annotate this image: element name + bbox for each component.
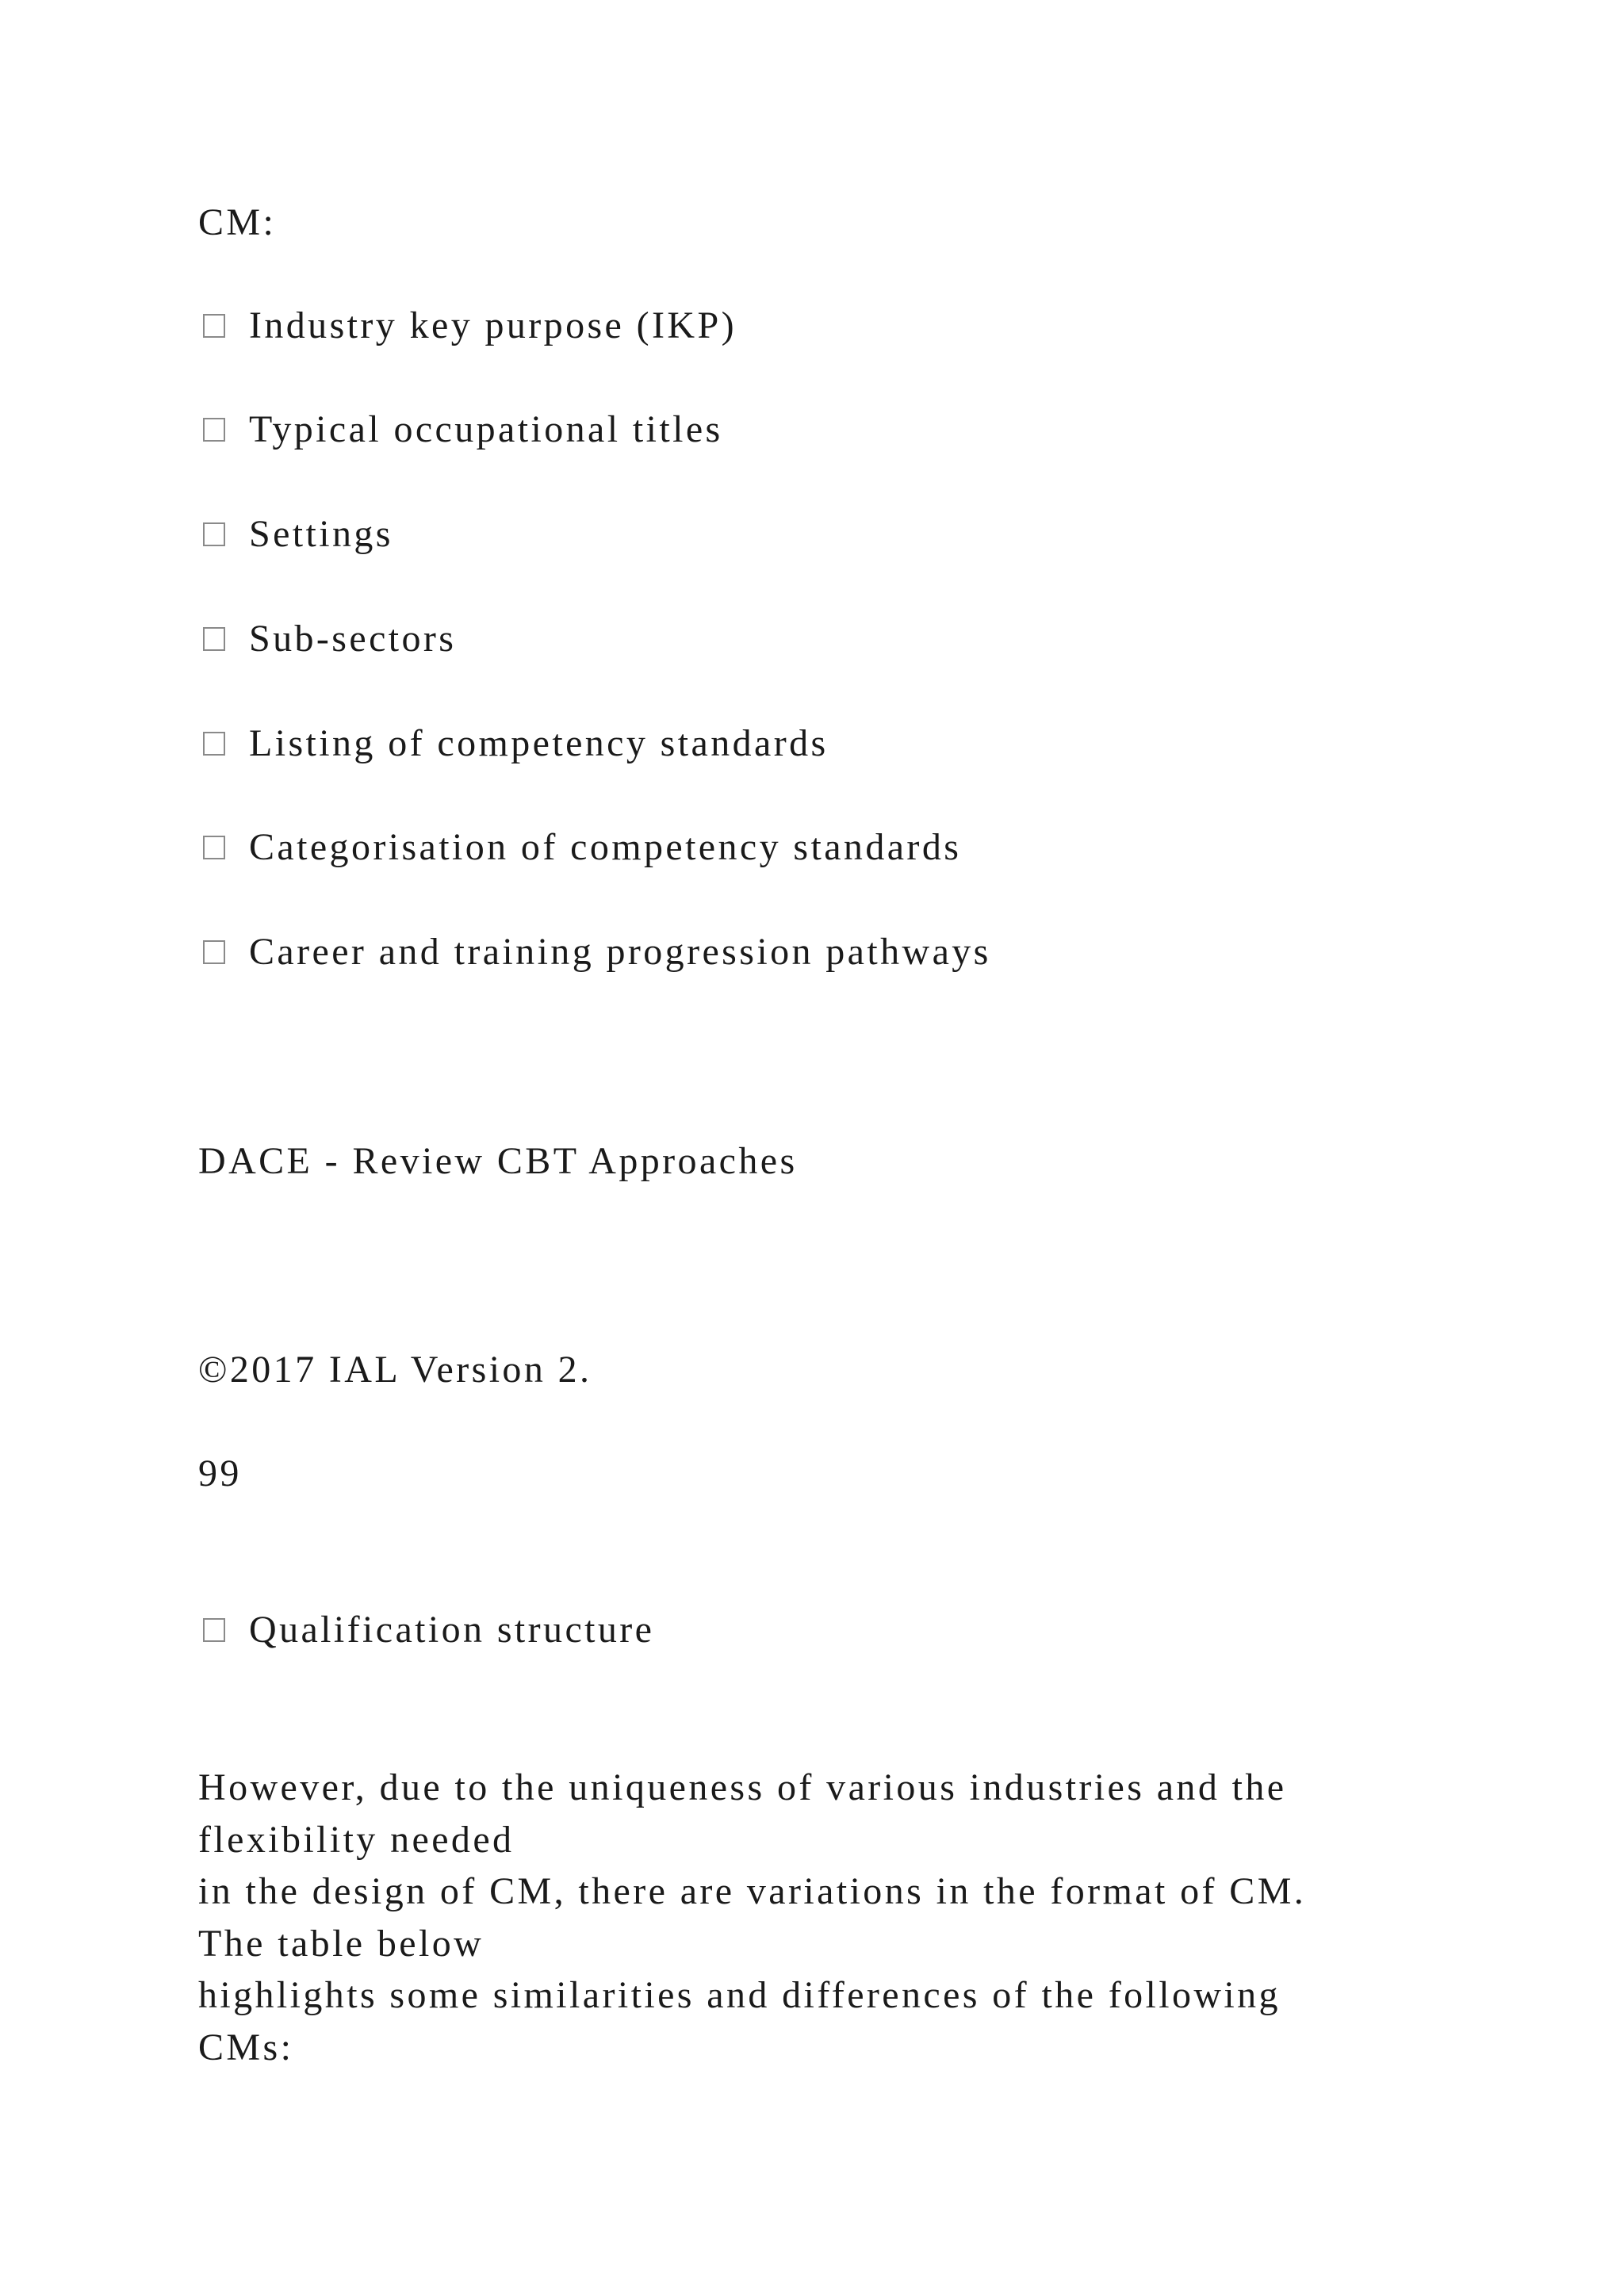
bullet-icon (203, 627, 225, 651)
section-heading: CM: (198, 201, 277, 243)
course-title-footer: DACE - Review CBT Approaches (198, 1140, 798, 1182)
bullet-icon (203, 940, 225, 964)
list-item-text: Typical occupational titles (249, 408, 723, 450)
list-item-text: Qualification structure (249, 1609, 655, 1651)
paragraph-line: highlights some similarities and differences of the following (198, 1974, 1281, 2016)
paragraph-line: However, due to the uniqueness of various industries and the (198, 1766, 1287, 1808)
body-paragraph (198, 1762, 1435, 2073)
page-number: 99 (198, 1452, 242, 1494)
list-item (198, 821, 961, 874)
list-item-text: Industry key purpose (IKP) (249, 304, 737, 346)
list-item-text: Career and training progression pathways (249, 931, 991, 973)
list-item (198, 718, 829, 770)
bullet-icon (203, 522, 225, 546)
list-item-text: Settings (249, 513, 393, 555)
list-item (198, 508, 393, 561)
paragraph-line: in the design of CM, there are variations in the format of CM. (198, 1870, 1307, 1912)
list-item (198, 1604, 654, 1656)
paragraph-line: CMs: (198, 2026, 294, 2068)
paragraph-line: The table below (198, 1922, 485, 1965)
list-item-text: Listing of competency standards (249, 722, 829, 764)
bullet-icon (203, 314, 225, 338)
bullet-icon (203, 1618, 225, 1642)
bullet-icon (203, 418, 225, 442)
list-item (198, 926, 991, 978)
list-item-text: Categorisation of competency standards (249, 826, 962, 868)
bullet-icon (203, 836, 225, 859)
list-item (198, 300, 737, 352)
list-item (198, 613, 456, 665)
bullet-icon (203, 732, 225, 756)
list-item (198, 404, 723, 456)
list-item-text: Sub-sectors (249, 618, 457, 660)
paragraph-line: flexibility needed (198, 1818, 515, 1861)
copyright-text: ©2017 IAL Version 2. (198, 1349, 592, 1391)
